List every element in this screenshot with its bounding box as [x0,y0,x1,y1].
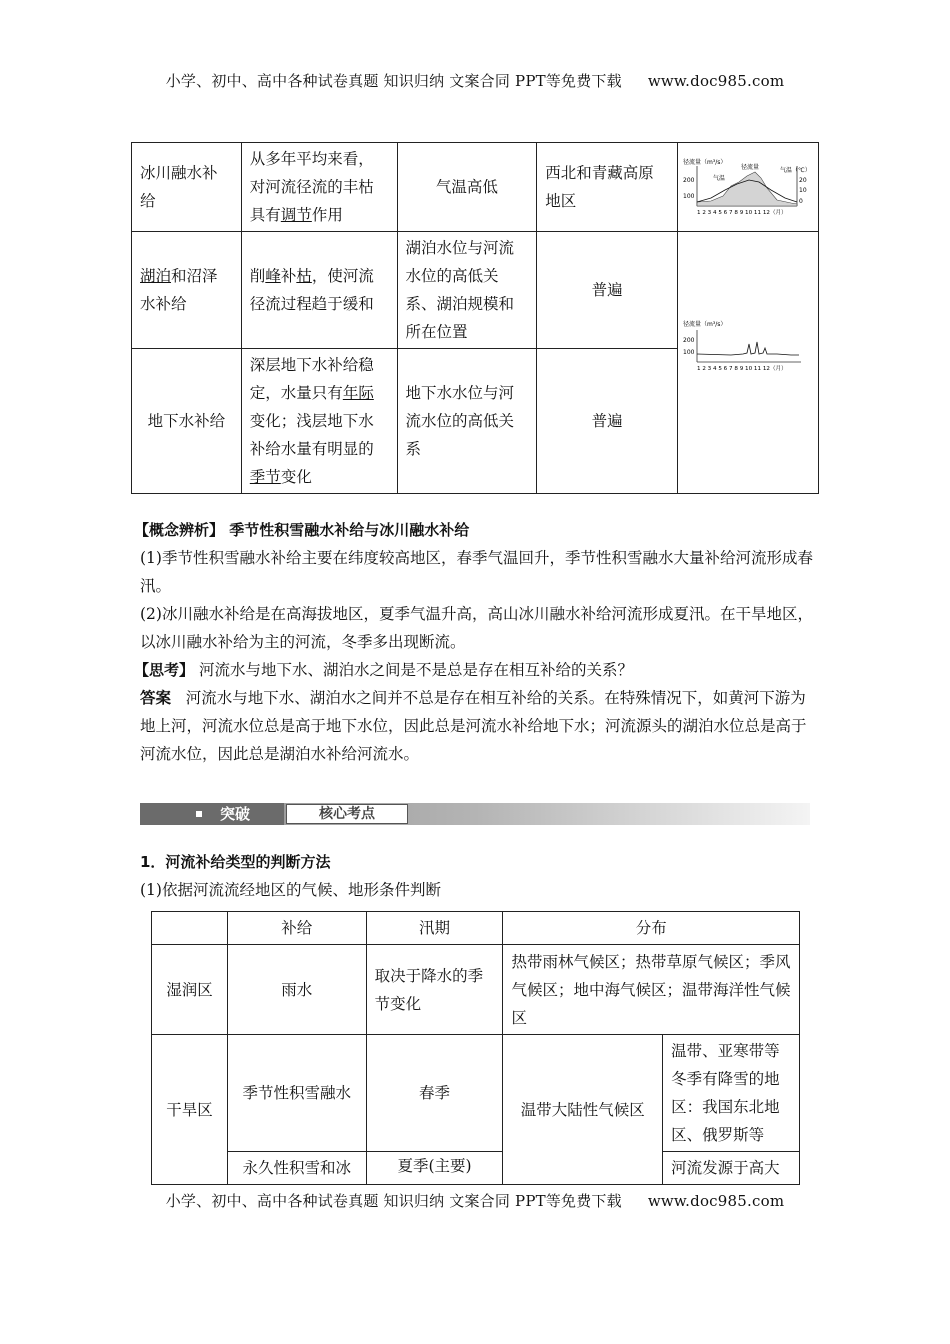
chart2-ylabel: 径流量（m³/s） [682,321,727,328]
table2-row-humid [152,945,800,1035]
cell-arid-supply-1: 季节性积雪融水 [227,1035,366,1152]
cell-humid-dist: 热带雨林气候区；热带草原气候区；季风气候区；地中海气候区；温带海洋性气候区 [503,945,800,1035]
cell-humid-region: 湿润区 [152,945,228,1035]
chart2-xticks: 1 2 3 4 5 6 7 8 9 10 11 12（月） [696,366,787,372]
page-footer [0,1190,950,1211]
chart1-y2tick-10: 10 [798,187,807,194]
cell-humid-flood: 取决于降水的季节变化 [366,945,503,1035]
cell-region-glacier: 西北和青藏高原地区 [537,143,678,232]
concept-title: 【概念辨析】 季节性积雪融水补给与冰川融水补给 [134,521,470,539]
cell-arid-dist-1: 温带、亚寒带等冬季有降雪的地区：我国东北地区、俄罗斯等 [663,1035,800,1152]
table2-corner [152,912,228,945]
page-header [0,70,950,91]
cell-factor-glacier: 气温高低 [397,143,537,232]
chart1-ylabel: 径流量（m³/s） [682,159,727,166]
section-1-subtitle: (1)依据河流流经地区的气候、地形条件判断 [140,881,441,899]
cell-region-lake: 普遍 [537,232,678,349]
chart1-y2tick-0: 0 [798,198,803,205]
cell-region-ground: 普遍 [537,349,678,494]
table2-row-arid-2 [152,1152,800,1185]
chart1-label-flow: 径流量 [740,164,759,171]
chart1-y2tick-20: 20 [798,177,807,184]
cell-arid-climate: 温带大陆性气候区 [503,1035,663,1185]
chart2-ytick-200: 200 [682,337,695,344]
cell-arid-supply-2: 永久性积雪和冰 [227,1152,366,1185]
section-banner [140,803,810,825]
cell-factor-ground: 地下水水位与河流水位的高低关系 [397,349,537,494]
chart2-ytick-100: 100 [682,349,695,356]
cell-arid-flood-2: 夏季(主要) [366,1152,503,1185]
judgment-table [151,911,800,1185]
concept-section [134,516,815,768]
cell-feature-lake: 削峰补枯，使河流径流过程趋于缓和 [241,232,397,349]
table-row-glacier [132,143,819,232]
section-1-title: 1．河流补给类型的判断方法 [140,853,331,871]
cell-chart-ground [677,232,818,494]
table-row-lake [132,232,819,349]
cell-feature-glacier: 从多年平均来看，对河流径流的丰枯具有调节作用 [241,143,397,232]
cell-type-glacier: 冰川融水补给 [132,143,242,232]
cell-chart-glacier [677,143,818,232]
banner-right-label: 核心考点 [286,804,408,824]
chart1-ytick-200: 200 [682,177,695,184]
glacier-runoff-chart [681,156,815,218]
cell-feature-ground: 深层地下水补给稳定，水量只有年际变化；浅层地下水补给水量有明显的季节变化 [241,349,397,494]
chart1-ytick-100: 100 [682,193,695,200]
table2-header-dist: 分布 [503,912,800,945]
cell-arid-flood-1: 春季 [366,1035,503,1152]
table2-header-supply: 补给 [227,912,366,945]
table2-header-flood: 汛期 [366,912,503,945]
chart1-label-temp: 气温 [712,175,725,182]
banner-left-label: 突破 [220,805,251,823]
think-answer: 答案 河流水与地下水、湖泊水之间并不总是存在相互补给的关系。在特殊情况下，如黄河下游为地上河，河流水位总是高于地下水位，因此总是河流水补给地下水；河流源头的湖泊水位总是高于河流水位，因此总是湖泊水补给河流水。 [140,689,807,763]
chart2-runoff-line [697,342,799,355]
concept-paragraph-1: (1)季节性积雪融水补给主要在纬度较高地区，春季气温回升，季节性积雪融水大量补给河流形成春汛。 [140,549,813,595]
chart1-xticks: 1 2 3 4 5 6 7 8 9 10 11 12（月） [696,210,787,216]
cell-arid-dist-2: 河流发源于高大 [663,1152,800,1185]
concept-paragraph-2: (2)冰川融水补给是在高海拔地区，夏季气温升高，高山冰川融水补给河流形成夏汛。在干旱地区，以冰川融水补给为主的河流，冬季多出现断流。 [140,605,813,651]
section-1 [140,848,815,904]
think-question: 【思考】 河流水与地下水、湖泊水之间是不是总是存在相互补给的关系？ [134,661,633,679]
cell-type-ground: 地下水补给 [132,349,242,494]
header-url[interactable]: www.doc985.com [647,72,785,90]
header-text: 小学、初中、高中各种试卷真题 知识归纳 文案合同 PPT等免费下载 [165,72,622,90]
cell-type-lake: 湖泊和沼泽水补给 [132,232,242,349]
chart1-y2label: 气温（℃） [779,167,811,174]
table2-header-row [152,912,800,945]
groundwater-runoff-chart [681,318,815,388]
footer-text: 小学、初中、高中各种试卷真题 知识归纳 文案合同 PPT等免费下载 [165,1192,622,1210]
footer-url[interactable]: www.doc985.com [647,1192,785,1210]
cell-factor-lake: 湖泊水位与河流水位的高低关系、湖泊规模和所在位置 [397,232,537,349]
cell-humid-supply: 雨水 [227,945,366,1035]
supply-table-continued [131,142,819,494]
chart1-runoff-area [697,172,797,206]
square-bullet-icon [196,811,202,817]
cell-arid-region: 干旱区 [152,1035,228,1185]
table2-row-arid-1 [152,1035,800,1152]
banner-left [140,803,284,825]
